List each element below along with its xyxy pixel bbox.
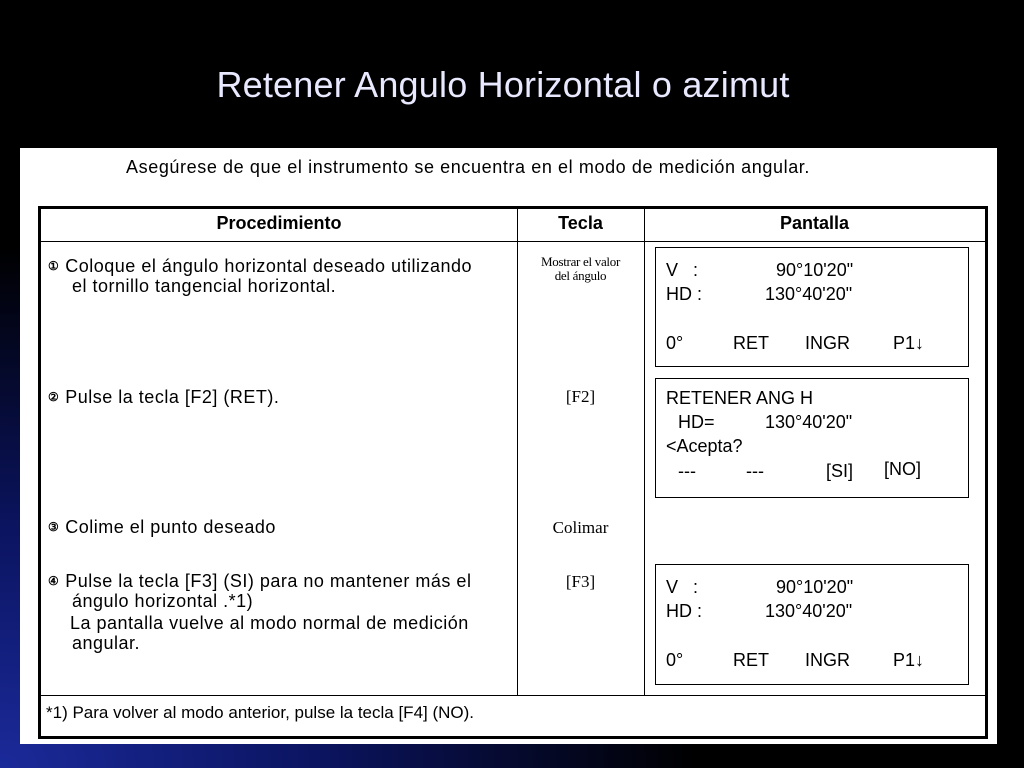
screen-v-value: 90°10'20"	[776, 260, 854, 280]
slide-title: Retener Angulo Horizontal o azimut	[216, 64, 790, 105]
screen-hd-label: HD=	[678, 412, 715, 432]
step-text: Colime el punto deseado	[65, 517, 276, 537]
step-2	[48, 387, 279, 407]
step-1	[48, 256, 472, 296]
step-3	[48, 517, 276, 537]
step-text: ángulo horizontal .*1)	[72, 591, 254, 611]
display-screen-2	[655, 378, 969, 498]
key-cell-1	[517, 255, 644, 283]
header-divider	[41, 241, 985, 242]
header-display: Pantalla	[779, 213, 850, 233]
step-note: angular.	[72, 633, 141, 653]
key-text: Mostrar el valor	[541, 254, 620, 269]
softkey-2: ---	[746, 461, 764, 481]
column-divider-2	[644, 209, 645, 695]
screen-v-value: 90°10'20"	[776, 577, 854, 597]
header-key: Tecla	[558, 213, 603, 233]
softkey-1: 0°	[666, 333, 684, 353]
document-page	[20, 148, 997, 744]
softkey-3: INGR	[805, 333, 850, 353]
screen-hd-label: HD :	[666, 601, 702, 621]
screen-hd-label: HD :	[666, 284, 702, 304]
softkey-3: INGR	[805, 650, 850, 670]
softkey-3: [SI]	[826, 461, 854, 481]
screen-line-3: <Acepta?	[666, 436, 743, 456]
softkey-4: [NO]	[884, 459, 922, 479]
screen-hd-value: 130°40'20"	[765, 601, 853, 621]
screen-line-1: RETENER ANG H	[666, 388, 814, 408]
step-number: ①	[48, 259, 60, 273]
step-text: Coloque el ángulo horizontal deseado utilizando	[65, 256, 473, 276]
screen-v-label: V :	[666, 577, 699, 597]
softkey-2: RET	[733, 333, 769, 353]
display-screen-1	[655, 247, 969, 367]
step-number: ④	[48, 574, 60, 588]
screen-v-label: V :	[666, 260, 699, 280]
key-text: del ángulo	[554, 268, 607, 283]
key-cell-2: [F2]	[565, 387, 596, 406]
header-procedure: Procedimiento	[216, 213, 342, 233]
footnote-divider	[41, 695, 985, 696]
step-4	[48, 571, 471, 653]
step-note: La pantalla vuelve al modo normal de medición	[70, 613, 469, 633]
intro-text: Asegúrese de que el instrumento se encuentra en el modo de medición angular.	[126, 157, 811, 177]
softkey-1: 0°	[666, 650, 684, 670]
screen-hd-value: 130°40'20"	[765, 412, 853, 432]
step-number: ②	[48, 390, 60, 404]
footnote: *1) Para volver al modo anterior, pulse la tecla [F4] (NO).	[46, 703, 475, 722]
softkey-4: P1↓	[893, 333, 925, 353]
screen-hd-value: 130°40'20"	[765, 284, 853, 304]
step-text: el tornillo tangencial horizontal.	[72, 276, 337, 296]
step-text: Pulse la tecla [F2] (RET).	[65, 387, 280, 407]
softkey-2: RET	[733, 650, 769, 670]
key-cell-3: Colimar	[552, 518, 609, 537]
key-cell-4: [F3]	[565, 572, 596, 591]
display-screen-3	[655, 564, 969, 685]
step-text: Pulse la tecla [F3] (SI) para no mantener más el	[65, 571, 472, 591]
procedure-table	[38, 206, 988, 739]
softkey-4: P1↓	[893, 650, 925, 670]
step-number: ③	[48, 520, 60, 534]
softkey-1: ---	[678, 461, 696, 481]
